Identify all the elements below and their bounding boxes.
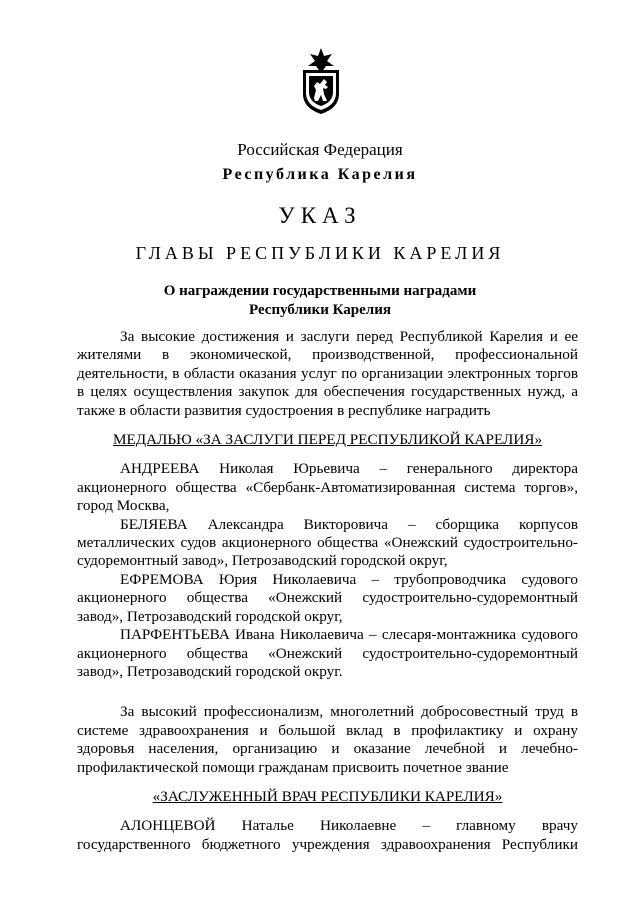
document-subject (0, 282, 640, 320)
section-title-honorary: «ЗАСЛУЖЕННЫЙ ВРАЧ РЕСПУБЛИКИ КАРЕЛИЯ» (152, 787, 503, 805)
country-name: Российская Федерация (237, 140, 403, 159)
subject-line-2: Республики Карелия (249, 302, 391, 318)
document-type: УКАЗ (278, 203, 362, 228)
awardee-parfentiev: ПАРФЕНТЬЕВА Ивана Николаевича – слесаря-монтажника судового акционерного общества «Онежский судостроительно-судоремонтный завод», Петрозаводский городской округ. (77, 626, 578, 680)
issuer-title: ГЛАВЫ РЕСПУБЛИКИ КАРЕЛИЯ (135, 243, 505, 263)
intro-paragraph-1: За высокие достижения и заслуги перед Республикой Карелия и ее жителями в экономической, производственной, профессиональной деятельности, в области оказания услуг по организации электронных торгов в целях осуществления закупок для обеспечения государственных нужд, а также в области развития судостроения в республике наградить (77, 328, 578, 419)
awardee-alontseva-line-2: государственного бюджетного учреждения здравоохранения Республики (77, 835, 578, 853)
awardee-belyaev: БЕЛЯЕВА Александра Викторовича – сборщика корпусов металлических судов акционерного общества «Онежский судостроительно-судоремонтный завод», Петрозаводский городской округ, (77, 515, 578, 570)
karelia-coat-of-arms-icon (296, 46, 346, 116)
intro-paragraph-2: За высокий профессионализм, многолетний добросовестный труд в системе здравоохранения и большой вклад в профилактику и охрану здоровья населения, организацию и оказание лечебной и лечебно-профилактической помощи гражданам присвоить почетное звание (77, 703, 578, 776)
subject-line-1: О награждении государственными наградами (163, 283, 477, 299)
awardee-alontseva-line-1: АЛОНЦЕВОЙ Наталье Николаевне – главному врачу (120, 817, 578, 835)
awardee-andreev: АНДРЕЕВА Николая Юрьевича – генерального директора акционерного общества «Сбербанк-Автоматизированная система торгов», город Москва, (77, 460, 578, 515)
section-title-medal: МЕДАЛЬЮ «ЗА ЗАСЛУГИ ПЕРЕД РЕСПУБЛИКОЙ КАРЕЛИЯ» (112, 431, 543, 449)
document-body (77, 328, 578, 854)
republic-name: Республика Карелия (222, 166, 418, 183)
awardee-efremov: ЕФРЕМОВА Юрия Николаевича – трубопроводчика судового акционерного общества «Онежский судостроительно-судоремонтный завод», Петрозаводский городской округ, (77, 570, 578, 625)
